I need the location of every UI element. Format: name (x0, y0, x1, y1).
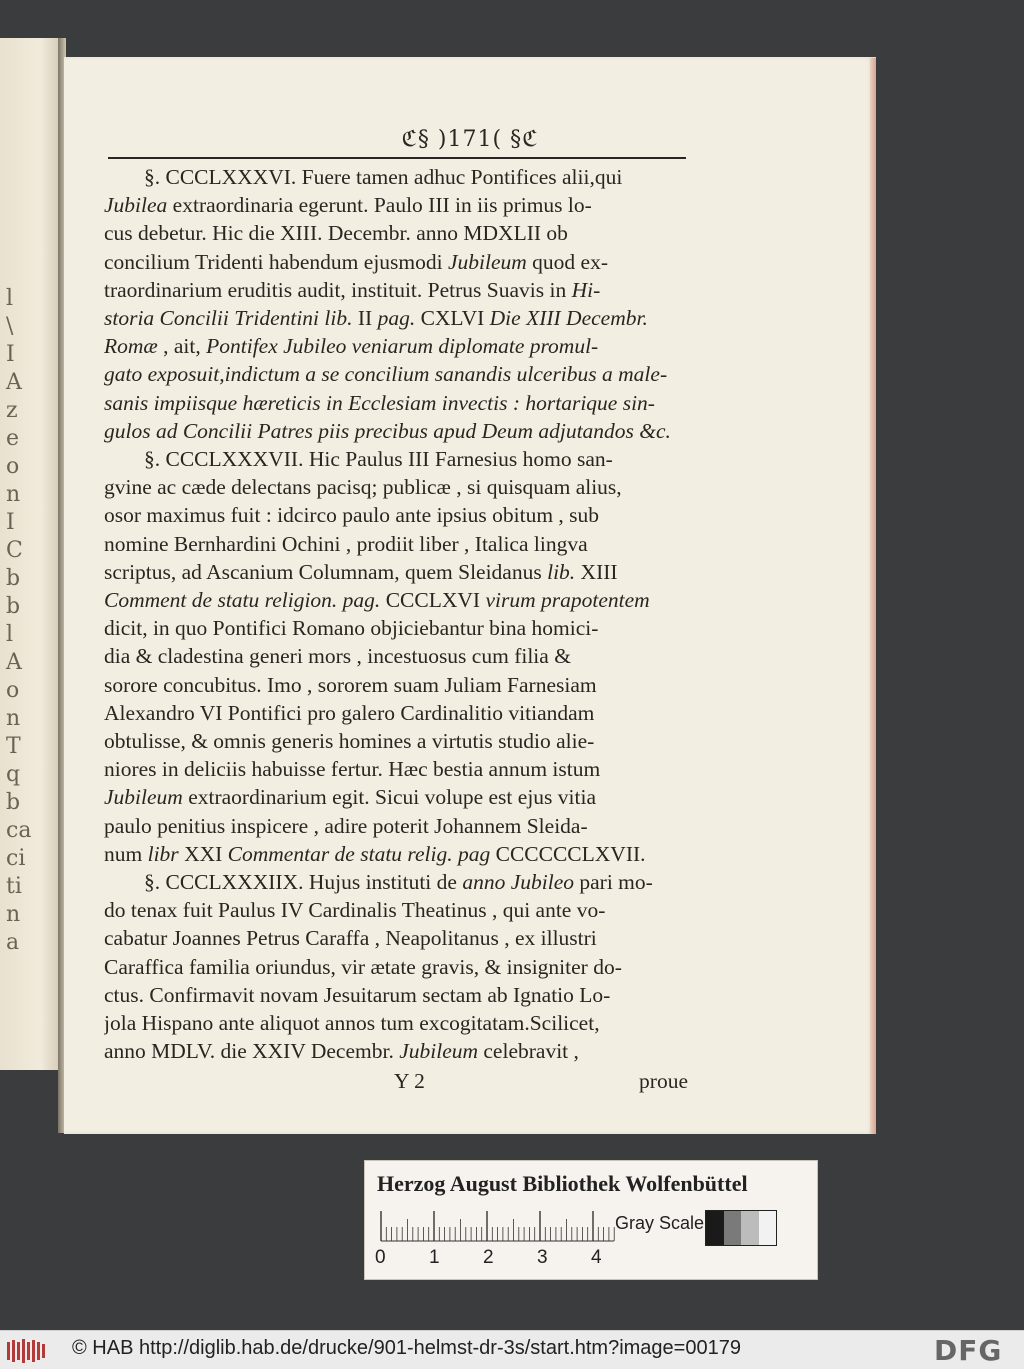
text-run: dia & cladestina generi mors , incestuosus cum filia & (104, 644, 571, 669)
left-page-fragment: ti (6, 874, 22, 899)
text-line (104, 501, 688, 529)
italic-run: virum prapotentem (485, 588, 650, 613)
left-page-fragment: e (6, 426, 20, 451)
text-line (104, 191, 688, 219)
gray-swatch (724, 1211, 742, 1245)
running-head: ℭ§ )171( §ℭ (401, 127, 539, 152)
text-run: nomine Bernhardini Ochini , prodiit liber , Italica lingva (104, 531, 588, 556)
italic-run: lib. (547, 559, 576, 584)
text-run: extraordinaria egerunt. Paulo III in iis primus lo- (167, 193, 592, 218)
text-line (104, 219, 688, 247)
text-run: §. CCCLXXXIIX. Hujus instituti de (144, 870, 463, 895)
book-page (64, 57, 876, 1134)
left-page-fragment: b (6, 790, 21, 815)
text-line (104, 417, 688, 445)
header-rule (108, 157, 686, 159)
italic-run: storia Concilii Tridentini lib. (104, 306, 353, 331)
text-line (104, 896, 688, 924)
gray-swatch (706, 1211, 724, 1245)
italic-run: Jubileum (447, 249, 527, 274)
italic-run: Die XIII Decembr. (489, 306, 648, 331)
text-run: quod ex- (526, 249, 608, 274)
text-line (104, 981, 688, 1009)
text-line (104, 163, 688, 191)
ruler-number: 1 (429, 1247, 440, 1268)
italic-run: gato exposuit,indictum a se concilium sanandis ulceribus a male- (104, 362, 668, 387)
text-run: , ait, (157, 334, 207, 359)
left-page-fragment: b (6, 594, 21, 619)
text-line (104, 1009, 688, 1037)
gray-swatch (759, 1211, 777, 1245)
text-run: CCCCCCLXVII. (490, 841, 646, 866)
text-run: Caraffica familia oriundus, vir ætate gravis, & insigniter do- (104, 954, 622, 979)
text-run: §. CCCLXXXVII. Hic Paulus III Farnesius homo san- (144, 447, 613, 472)
text-run: osor maximus fuit : idcirco paulo ante ipsius obitum , sub (104, 503, 600, 528)
ruler-number: 0 (375, 1247, 386, 1268)
left-page-fragment: n (6, 706, 21, 731)
body-text (104, 163, 688, 1066)
text-line (104, 642, 688, 670)
italic-run: Hi- (571, 277, 601, 302)
text-line (104, 699, 688, 727)
ruler-numbers (373, 1247, 613, 1271)
grayscale-swatches (705, 1210, 777, 1246)
italic-run: Romæ (104, 334, 158, 359)
dfg-logo: DFG (934, 1334, 1003, 1367)
left-page-fragment: I (6, 342, 15, 367)
text-run: num (104, 841, 148, 866)
left-page-fragment: b (6, 566, 21, 591)
text-line (104, 727, 688, 755)
text-line (104, 586, 688, 614)
signature-mark: Y 2 (394, 1069, 425, 1093)
left-page-fragment: \ (6, 314, 14, 339)
left-page-fragment: n (6, 482, 21, 507)
text-line (104, 248, 688, 276)
adjacent-left-page (0, 38, 58, 1070)
text-run: dicit, in quo Pontifici Romano objiciebantur bina homici- (104, 616, 599, 641)
text-line (104, 614, 688, 642)
text-run: XXI (178, 841, 228, 866)
text-line (104, 671, 688, 699)
italic-run: anno Jubileo (462, 870, 574, 895)
ruler-number: 4 (591, 1247, 602, 1268)
text-line (104, 558, 688, 586)
library-label-card (364, 1160, 818, 1280)
text-run: pari mo- (574, 870, 653, 895)
text-line (104, 276, 688, 304)
italic-run: Jubileum (399, 1039, 479, 1064)
left-page-fragment: C (6, 538, 23, 563)
text-line (104, 360, 688, 388)
italic-run: gulos ad Concilii Patres piis precibus apud Deum adjutandos &c. (104, 418, 671, 443)
text-run: cabatur Joannes Petrus Caraffa , Neapolitanus , ex illustri (104, 926, 597, 951)
text-run: obtulisse, & omnis generis homines a virtutis studio alie- (104, 729, 595, 754)
text-run: ctus. Confirmavit novam Jesuitarum sectam ab Ignatio Lo- (104, 982, 611, 1007)
copyright-link[interactable]: © HAB http://diglib.hab.de/drucke/901-helmst-dr-3s/start.htm?image=00179 (72, 1337, 741, 1359)
italic-run: Pontifex Jubileo veniarum diplomate promul- (206, 334, 599, 359)
text-line (104, 445, 688, 473)
text-run: cus debetur. Hic die XIII. Decembr. anno MDXLII ob (104, 221, 568, 246)
left-page-fragment: I (6, 510, 15, 535)
text-line (104, 530, 688, 558)
text-line (104, 304, 688, 332)
text-run: concilium Tridenti habendum ejusmodi (104, 249, 448, 274)
text-line (104, 389, 688, 417)
left-page-fragment: o (6, 454, 20, 479)
page-edge (870, 58, 876, 1134)
left-page-fragment: a (6, 930, 20, 955)
grayscale-label: Gray Scale (615, 1213, 705, 1233)
text-run: celebravit , (478, 1039, 579, 1064)
ruler-number: 2 (483, 1247, 494, 1268)
text-line (104, 755, 688, 783)
italic-run: Comment de statu religion. pag. (104, 588, 381, 613)
left-page-fragment: T (6, 734, 21, 759)
hab-logo-icon (6, 1338, 46, 1364)
left-page-fragment: l (6, 286, 14, 311)
text-run: do tenax fuit Paulus IV Cardinalis Theatinus , qui ante vo- (104, 898, 606, 923)
left-page-fragment: z (6, 398, 18, 423)
left-page-fragment: A (6, 370, 22, 395)
text-line (104, 783, 688, 811)
text-run: niores in deliciis habuisse fertur. Hæc bestia annum istum (104, 757, 601, 782)
text-line (104, 812, 688, 840)
text-run: anno MDLV. die XXIV Decembr. (104, 1039, 400, 1064)
text-run: XIII (575, 559, 618, 584)
text-run: jola Hispano ante aliquot annos tum excogitatam.Scilicet, (104, 1011, 600, 1036)
ruler-number: 3 (537, 1247, 548, 1268)
left-page-fragment: q (6, 762, 21, 787)
left-page-fragment: o (6, 678, 20, 703)
italic-run: pag. (377, 306, 416, 331)
left-page-fragment: ca (6, 818, 32, 843)
gray-swatch (741, 1211, 759, 1245)
text-run: paulo penitius inspicere , adire poterit Johannem Sleida- (104, 813, 588, 838)
text-line (104, 1037, 688, 1065)
page-footer (104, 1069, 688, 1099)
text-line (104, 924, 688, 952)
text-line (104, 840, 688, 868)
copyright-bar (0, 1330, 1024, 1369)
text-run: gvine ac cæde delectans pacisq; publicæ , si quisquam alius, (104, 475, 622, 500)
left-page-fragment: ci (6, 846, 26, 871)
library-title: Herzog August Bibliothek Wolfenbüttel (377, 1171, 748, 1196)
text-line (104, 332, 688, 360)
text-run: traordinarium eruditis audit, instituit. Petrus Suavis in (104, 277, 572, 302)
text-run: scriptus, ad Ascanium Columnam, quem Sleidanus (104, 559, 548, 584)
text-run: CCCLXVI (380, 588, 486, 613)
catchword: proue (639, 1069, 688, 1093)
text-run: CXLVI (415, 306, 490, 331)
text-run: Alexandro VI Pontifici pro galero Cardinalitio vitiandam (104, 700, 595, 725)
text-run: sorore concubitus. Imo , sororem suam Juliam Farnesiam (104, 672, 597, 697)
italic-run: libr (147, 841, 179, 866)
left-page-fragment: A (6, 650, 22, 675)
measurement-ruler (377, 1209, 617, 1245)
italic-run: Commentar de statu relig. pag (227, 841, 491, 866)
text-line (104, 953, 688, 981)
italic-run: Jubileum (104, 785, 183, 810)
italic-run: Jubilea (104, 193, 168, 218)
text-run: II (352, 306, 378, 331)
italic-run: sanis impiisque hæreticis in Ecclesiam invectis : hortarique sin- (104, 390, 655, 415)
text-line (104, 473, 688, 501)
text-run: §. CCCLXXXVI. Fuere tamen adhuc Pontifices alii,qui (144, 165, 623, 189)
text-line (104, 868, 688, 896)
text-run: extraordinarium egit. Sicui volupe est ejus vitia (182, 785, 596, 810)
left-page-fragment: l (6, 622, 14, 647)
left-page-fragment: n (6, 902, 21, 927)
